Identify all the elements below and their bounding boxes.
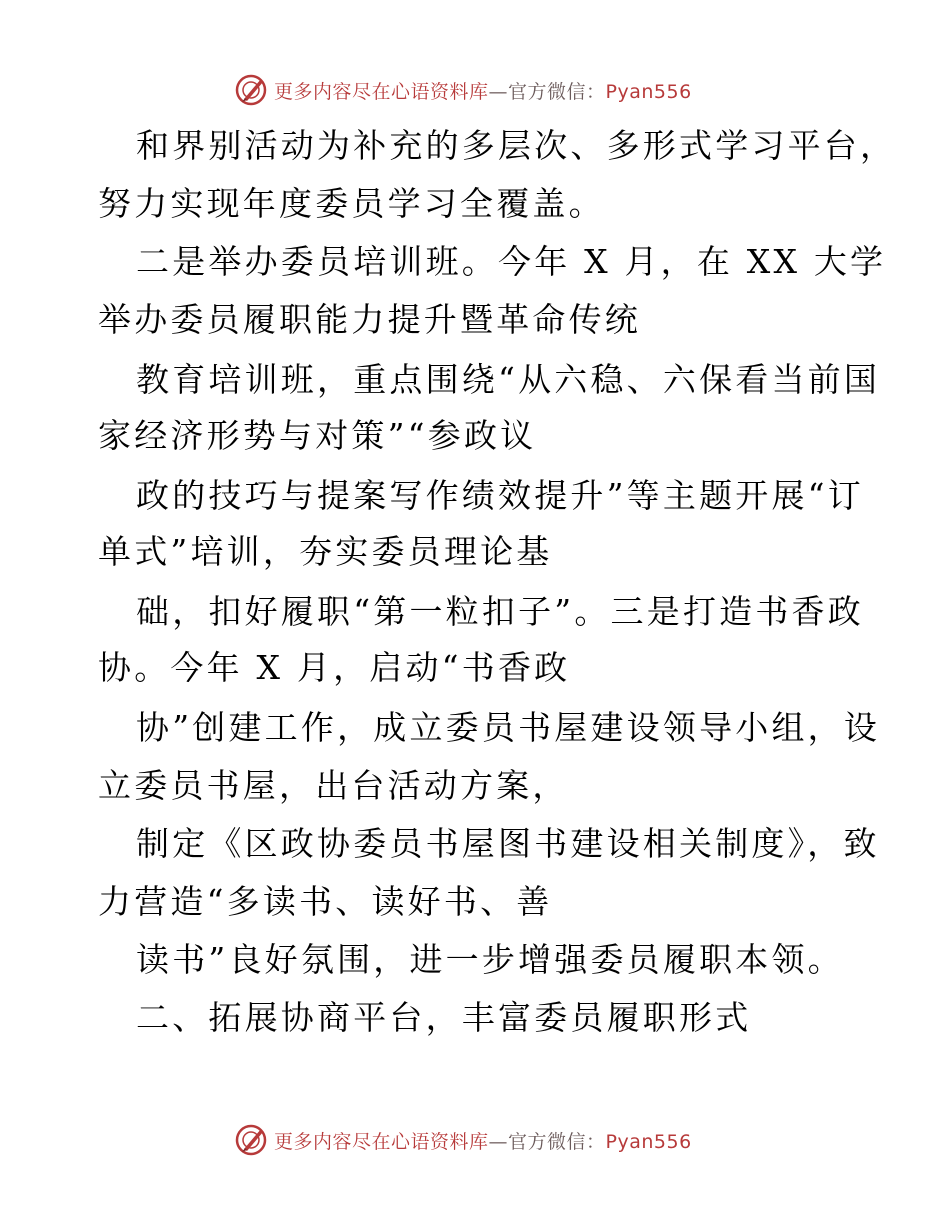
text-line: 教育培训班，重点围绕“从六稳、六保看当前国	[136, 360, 881, 399]
text-line: 家经济形势与对策”“参政议	[98, 416, 537, 455]
quill-logo-icon	[234, 73, 268, 107]
text-line: 础，扣好履职“第一粒扣子”。三是打造书香政	[136, 592, 864, 631]
watermark-separator: —	[488, 80, 509, 103]
text-line: 力营造“多读书、读好书、善	[98, 882, 553, 921]
quill-logo-icon	[234, 1123, 268, 1157]
text-line: 举办委员履职能力提升暨革命传统	[98, 300, 641, 339]
text-line: 立委员书屋，出台活动方案，	[98, 766, 569, 805]
watermark-site: 更多内容尽在心语资料库	[274, 80, 489, 103]
watermark-text	[274, 1127, 692, 1154]
watermark-separator: —	[488, 1130, 509, 1153]
text-line: 二是举办委员培训班。今年 X 月，在 XX 大学	[136, 242, 887, 281]
header-watermark	[234, 72, 754, 108]
text-line: 制定《区政协委员书屋图书建设相关制度》，致	[136, 824, 880, 863]
watermark-site: 更多内容尽在心语资料库	[274, 1130, 489, 1153]
watermark-wechat-label: 官方微信：	[508, 1130, 606, 1153]
watermark-wechat-label: 官方微信：	[508, 80, 606, 103]
text-line: 政的技巧与提案写作绩效提升”等主题开展“订	[136, 476, 864, 515]
watermark-wechat-id: Pyan556	[605, 80, 692, 103]
text-line: 协。今年 X 月，启动“书香政	[98, 648, 571, 687]
text-line: 单式”培训，夯实委员理论基	[98, 532, 553, 571]
section-heading: 二、拓展协商平台，丰富委员履职形式	[136, 998, 752, 1037]
text-line: 读书”良好氛围，进一步增强委员履职本领。	[136, 940, 844, 979]
text-line: 努力实现年度委员学习全覆盖。	[98, 184, 605, 223]
watermark-wechat-id: Pyan556	[605, 1130, 692, 1153]
footer-watermark	[234, 1122, 754, 1158]
text-line: 协”创建工作，成立委员书屋建设领导小组，设	[136, 708, 881, 747]
text-line: 和界别活动为补充的多层次、多形式学习平台，	[136, 126, 897, 165]
watermark-text	[274, 77, 692, 104]
